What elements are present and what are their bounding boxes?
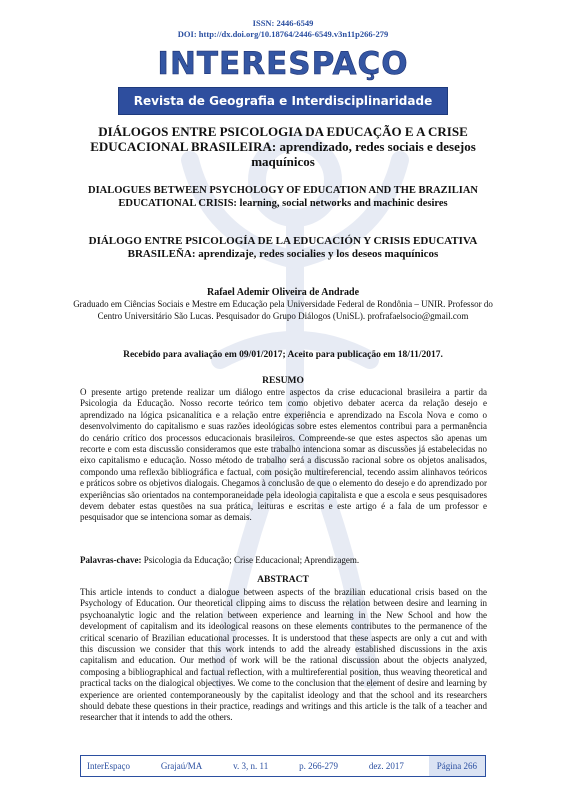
abstract-text: This article intends to conduct a dialogue between aspects of the brazilian educational crisis based on the Psychology of Education. Our theoretical clipping aims to discuss the relation between desire and learning in psychoanalytic logic and the relation between experience and learning in the New School and how the development of capitalism and its ideological reasons on these elements contributes to the permanence of the critical scenario of Brazilian educational processes. It is understood that these aspects are only a cut and with this discussion we consider that this work intends to add the already established discussions in the axis capitalism and education. Our method of work will be the rational discussion about the objects analyzed, composing a bibliographical and factual reflection, with a multireferential position, thus weaving theoretical and practical tacks on the dialogical objectives. We come to the conclusion that the element of desire and learning by experience are oriented contemporaneously by the capitalist ideology and that the school and its researchers should debate these questions in their practice, readings and writings and this article is the talk of a teacher and researcher that it intends to add the others.	[80, 587, 487, 723]
journal-subtitle: Revista de Geografia e Interdisciplinaridade	[133, 94, 433, 108]
issn-line: ISSN: 2446-6549	[252, 18, 314, 28]
doi-link[interactable]: DOI: http://dx.doi.org/10.18764/2446-6549.v3n11p266-279	[177, 29, 389, 39]
resumo-text: O presente artigo pretende realizar um diálogo entre aspectos da crise educacional brasileira a partir da Psicologia da Educação. Nosso recorte teórico tem como objetivo debater acerca da relação desejo e aprendizado na lógica psicanalítica e a relação entre experiência e aprendizado na Escola Nova e como o desenvolvimento do capitalismo e suas razões ideológicas sobre estes elementos contribui para a permanência do cenário crítico dos processos educacionais brasileiros. Compreende-se que estes aspectos são apenas um recorte e com esta discussão consideramos que este trabalho intenciona somar as discussões já estabelecidas no eixo capitalismo e educação. Nosso método de trabalho será a discussão racional sobre os objetos analisados, compondo uma reflexão bibliográfica e factual, com posição multireferencial, tecendo assim alinhavos teóricos e práticos sobre os objetivos dialogais. Chegamos à conclusão de que o elemento do desejo e do aprendizado por experiências são orientados na contemporaneidade pela ideologia capitalista e que a escola e seus pesquisadores devem debater estas questões na sua prática, leituras e escritas e este artigo é a fala de um professor e pesquisador que se intenciona somar as demais.	[80, 387, 487, 523]
footer-page-number: Página 266	[429, 756, 485, 776]
footer-volume: v. 3, n. 11	[233, 761, 269, 771]
keywords-value: Psicologia da Educação; Crise Educacional; Aprendizagem.	[143, 555, 360, 565]
journal-logo	[118, 42, 448, 86]
title-portuguese: DIÁLOGOS ENTRE PSICOLOGIA DA EDUCAÇÃO E A CRISE EDUCACIONAL BRASILEIRA: aprendizado, redes sociais e desejos maquínicos	[90, 124, 476, 169]
page-footer	[80, 755, 486, 777]
footer-journal: InterEspaço	[87, 761, 130, 771]
journal-subtitle-banner	[118, 87, 448, 115]
submission-dates: Recebido para avaliação em 09/01/2017; Aceito para publicação em 18/11/2017.	[123, 350, 443, 360]
title-spanish: DIÁLOGO ENTRE PSICOLOGÍA DE LA EDUCACIÓN Y CRISIS EDUCATIVA BRASILEÑA: aprendizaje, redes socialies y los deseos maquínicos	[88, 235, 478, 260]
author-affiliation: Graduado em Ciências Sociais e Mestre em Educação pela Universidade Federal de Rondônia – UNIR. Professor do Centro Universitário São Lucas. Pesquisador do Grupo Diálogos (UniSL). profrafaelsocio@gmail.com	[73, 299, 493, 321]
journal-logo-text: INTERESPAÇO	[157, 46, 409, 82]
footer-place: Grajaú/MA	[160, 761, 203, 771]
author-name: Rafael Ademir Oliveira de Andrade	[206, 287, 360, 298]
resumo-heading: RESUMO	[262, 376, 304, 386]
footer-pages: p. 266-279	[299, 761, 339, 771]
keywords	[80, 555, 487, 565]
title-english: DIALOGUES BETWEEN PSYCHOLOGY OF EDUCATION AND THE BRAZILIAN EDUCATIONAL CRISIS: learning, social networks and machinic desires	[87, 185, 479, 209]
abstract-heading: ABSTRACT	[257, 575, 309, 585]
footer-date: dez. 2017	[368, 761, 404, 771]
keywords-label: Palavras-chave:	[80, 555, 142, 565]
